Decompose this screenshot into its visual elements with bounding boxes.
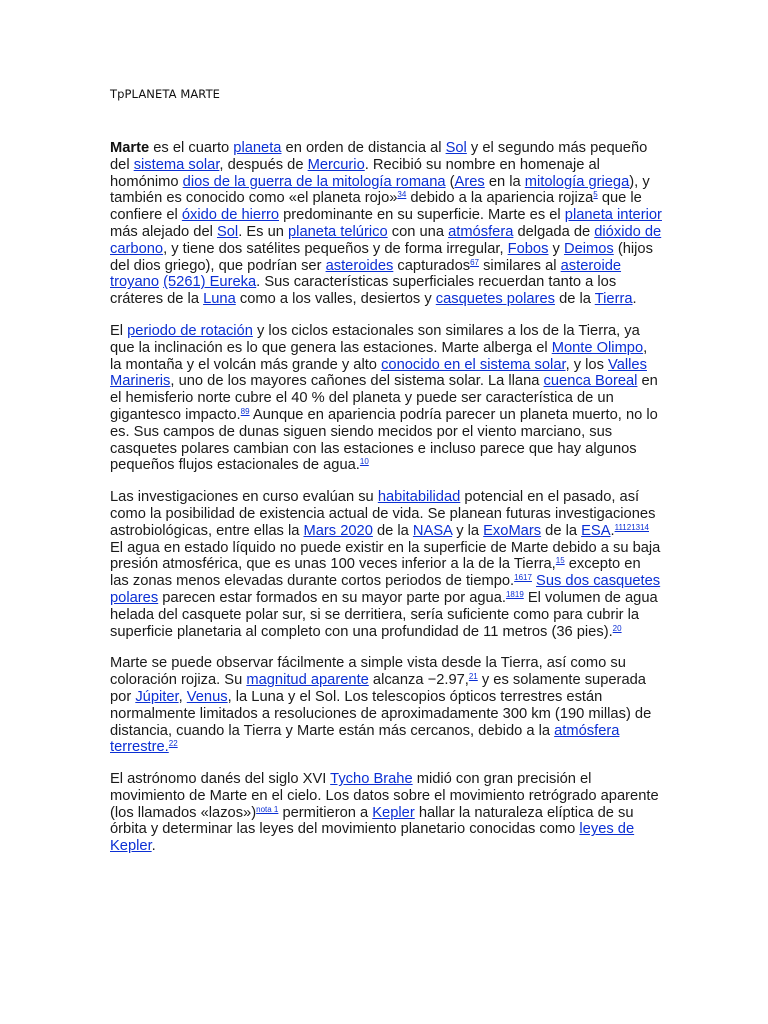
paragraph: [110, 489, 662, 640]
text-run: debido a la apariencia rojiza: [406, 190, 594, 207]
text-run: y es solamente superada por: [110, 672, 646, 705]
wiki-link[interactable]: conocido en el sistema solar: [381, 356, 566, 373]
text-run: El volumen de agua helada del casquete polar sur, si se derritiera, sería suficiente como para cubrir la superficie planetaria al completo con una profundidad de 11 metros (36 pies).: [110, 589, 658, 640]
footnote-reference-link[interactable]: 11121314: [614, 522, 649, 532]
wiki-link[interactable]: ExoMars: [483, 522, 542, 539]
text-run: El agua en estado líquido no puede existir en la superficie de Marte debido a su baja presión atmosférica, que es unas 100 veces inferior a la de la Tierra,: [110, 539, 661, 573]
text-run: similares al: [479, 257, 561, 274]
text-run: y el segundo más pequeño del: [110, 140, 648, 173]
wiki-link[interactable]: mitología griega: [524, 173, 630, 190]
text-run: Las investigaciones en curso evalúan su: [110, 489, 378, 506]
footnote-reference: [469, 672, 478, 681]
footnote-reference: [397, 190, 406, 199]
wiki-link[interactable]: Tierra: [594, 291, 633, 308]
text-run: capturados: [393, 257, 471, 274]
text-run: de la: [554, 291, 595, 308]
wiki-link[interactable]: atmósfera terrestre.: [110, 722, 620, 756]
footnote-reference: [241, 407, 250, 416]
wiki-link[interactable]: Fobos: [507, 240, 549, 257]
text-run: con una: [387, 223, 449, 240]
text-run: hallar la naturaleza elíptica de su órbita y determinar las leyes del movimiento planetario conocidas como: [110, 804, 634, 838]
wiki-link[interactable]: asteroide troyano: [110, 257, 622, 291]
document-title: TpPLANETA MARTE: [110, 87, 221, 101]
wiki-link[interactable]: Sol: [216, 223, 239, 240]
footnote-reference-link[interactable]: 10: [359, 457, 369, 467]
wiki-link[interactable]: atmósfera: [448, 223, 514, 240]
wiki-link[interactable]: Mars 2020: [303, 522, 373, 539]
text-run: en orden de distancia al: [281, 140, 446, 156]
text-run: .: [632, 291, 637, 308]
wiki-link[interactable]: dióxido de carbono: [110, 223, 662, 257]
wiki-link[interactable]: Luna: [203, 291, 236, 308]
wiki-link[interactable]: Júpiter: [135, 688, 179, 705]
text-run: potencial en el pasado, así como la posibilidad de existencia actual de vida. Se planean futuras investigaciones astrobiológicas, entre ellas la: [110, 489, 656, 539]
paragraph: [110, 771, 662, 855]
wiki-link[interactable]: magnitud aparente: [246, 672, 369, 689]
wiki-link[interactable]: casquetes polares: [435, 291, 555, 308]
text-run: delgada de: [513, 223, 595, 240]
text-run: Marte se puede observar fácilmente a simple vista desde la Tierra, así como su coloración rojiza. Su: [110, 655, 626, 689]
text-run: predominante en su superficie. Marte es el: [279, 207, 565, 224]
text-run: , la Luna y el Sol. Los telescopios ópticos terrestres están normalmente limitados a resoluciones de aproximadamente 300 km (190 millas) de distancia, cuando la Tierra y Marte están más cercanos, debido a la: [110, 688, 652, 739]
text-run: parecen estar formados en su mayor parte por agua.: [158, 589, 506, 606]
wiki-link[interactable]: Sol: [445, 140, 467, 156]
paragraph: [110, 655, 662, 756]
text-run: .: [610, 522, 615, 539]
footnote-reference-link[interactable]: 15: [555, 556, 565, 566]
paragraph: [110, 140, 662, 308]
wiki-link[interactable]: planeta interior: [564, 207, 662, 224]
footnote-reference: [615, 523, 649, 532]
footnote-reference: [360, 457, 369, 466]
text-run: que le confiere el: [110, 190, 642, 224]
wiki-link[interactable]: Sus dos casquetes polares: [110, 573, 661, 606]
wiki-link[interactable]: dios de la guerra de la mitología romana: [182, 173, 446, 190]
text-run: de la: [372, 522, 413, 539]
text-run: es el cuarto: [149, 140, 234, 156]
text-run: y: [548, 240, 564, 257]
wiki-link[interactable]: leyes de Kepler: [110, 821, 635, 855]
text-run: , y los: [565, 356, 609, 373]
paragraph: [110, 323, 662, 474]
footnote-reference-link[interactable]: 89: [240, 406, 250, 416]
wiki-link[interactable]: Monte Olimpo: [551, 339, 644, 356]
text-run: alcanza −2.97,: [368, 672, 469, 689]
text-run: y los ciclos estacionales son similares a los de la Tierra, ya que la inclinación es lo que genera las estaciones. Marte alberga el: [110, 322, 640, 356]
wiki-link[interactable]: Venus: [186, 688, 228, 705]
wiki-link[interactable]: asteroides: [325, 257, 394, 274]
footnote-reference-link[interactable]: 21: [468, 672, 478, 682]
wiki-link[interactable]: periodo de rotación: [127, 322, 253, 339]
footnote-reference-link[interactable]: 1819: [505, 589, 524, 599]
text-run: como a los valles, desiertos y: [235, 291, 436, 308]
footnote-reference: [514, 573, 532, 582]
wiki-link[interactable]: Deimos: [563, 240, 614, 257]
text-run: permitieron a: [278, 804, 373, 821]
text-run: más alejado del: [110, 223, 217, 240]
text-run: en el hemisferio norte cubre el 40 % del planeta y puede ser característica de un gigantesco impacto.: [110, 373, 658, 423]
text-run: (hijos del dios griego), que podrían ser: [110, 240, 653, 274]
footnote-reference: [169, 739, 178, 748]
wiki-link[interactable]: ESA: [581, 522, 611, 539]
footnote-reference-link[interactable]: 1617: [514, 573, 532, 583]
text-run: , y tiene dos satélites pequeños y de forma irregular,: [163, 240, 508, 257]
footnote-reference-link[interactable]: 5: [593, 190, 598, 200]
text-run: ), y también es conocido como «el planeta rojo»: [110, 173, 650, 207]
footnote-reference: [613, 624, 622, 633]
text-run: , después de: [219, 156, 308, 173]
footnote-reference-link[interactable]: 34: [397, 190, 407, 200]
wiki-link[interactable]: sistema solar: [133, 156, 220, 173]
text-run: (: [445, 173, 455, 190]
text-run: , la montaña y el volcán más grande y alto: [110, 339, 648, 373]
text-run: y la: [452, 522, 484, 539]
bold-term: Marte: [110, 140, 150, 156]
footnote-reference: [470, 258, 479, 267]
text-run: . Sus características superficiales recuerdan tanto a los cráteres de la: [110, 274, 617, 308]
wiki-link[interactable]: habitabilidad: [377, 489, 461, 506]
wiki-link[interactable]: planeta: [233, 140, 282, 156]
wiki-link[interactable]: óxido de hierro: [181, 207, 280, 224]
text-run: excepto en las zonas menos elevadas durante cortos periodos de tiempo.: [110, 556, 641, 590]
wiki-link[interactable]: Ares: [454, 173, 485, 190]
footnote-reference: [506, 590, 524, 599]
footnote-reference-link[interactable]: 22: [168, 739, 178, 749]
wiki-link[interactable]: cuenca Boreal: [543, 373, 638, 390]
text-run: , uno de los mayores cañones del sistema solar. La llana: [170, 373, 544, 390]
wiki-link[interactable]: Mercurio: [307, 156, 365, 173]
text-run: . Recibió su nombre en homenaje al homónimo: [110, 156, 600, 190]
text-run: Aunque en apariencia podría parecer un planeta muerto, no lo es. Sus campos de dunas siguen siendo mecidos por el viento marciano, sus casquetes polares cambian con las estaciones e incluso parece que hay algunos pequeños flujos estacionales de agua.: [110, 406, 658, 474]
text-run: El: [110, 322, 128, 339]
footnote-reference: [556, 556, 565, 565]
text-run: de la: [541, 522, 582, 539]
footnote-reference-link[interactable]: 20: [612, 623, 622, 633]
text-run: El astrónomo danés del siglo XVI: [110, 771, 331, 788]
footnote-reference-link[interactable]: nota 1: [256, 804, 279, 814]
footnote-reference-link[interactable]: 67: [470, 257, 479, 267]
footnote-reference: [256, 805, 278, 814]
wiki-link[interactable]: (5261) Eureka: [163, 274, 257, 291]
wiki-link[interactable]: planeta telúrico: [288, 223, 388, 240]
text-run: . Es un: [238, 223, 289, 240]
wiki-link[interactable]: Tycho Brahe: [330, 771, 413, 788]
text-run: midió con gran precisión el movimiento de Marte en el cielo. Los datos sobre el movimiento retrógrado aparente (los llamados «lazos»): [110, 771, 659, 821]
wiki-link[interactable]: NASA: [412, 522, 453, 539]
wiki-link[interactable]: Kepler: [372, 804, 415, 821]
document-body: [110, 140, 662, 870]
text-run: en la: [484, 173, 525, 190]
text-run: ,: [178, 688, 187, 705]
wiki-link[interactable]: Valles Marineris: [110, 356, 647, 390]
text-run: .: [151, 838, 156, 855]
